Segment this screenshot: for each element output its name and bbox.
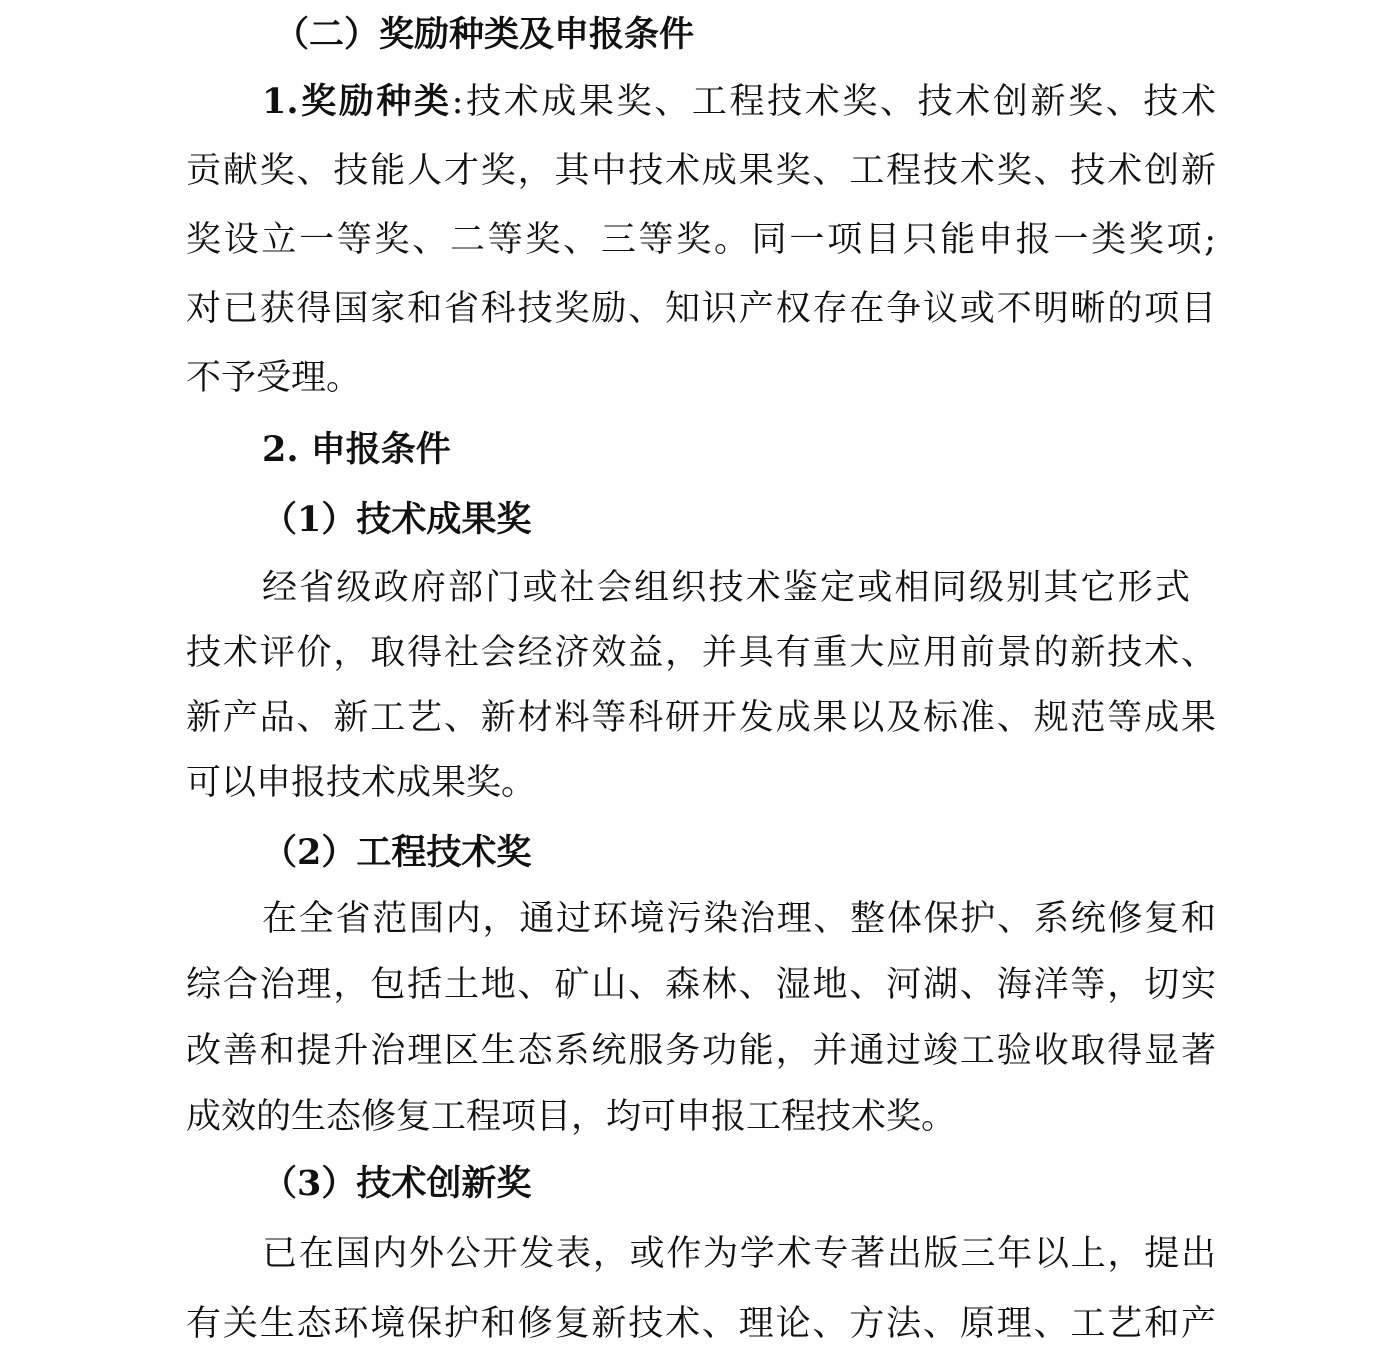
award-heading: （2）工程技术奖 <box>262 832 532 873</box>
paragraph-line: 有关生态环境保护和修复新技术、理论、方法、原理、工艺和产 <box>186 1304 1216 1344</box>
subsection-heading: 2. 申报条件 <box>262 429 451 470</box>
award-heading: （1）技术成果奖 <box>262 499 532 540</box>
paragraph-line <box>262 67 1216 137</box>
paragraph-line: 经省级政府部门或社会组织技术鉴定或相同级别其它形式 <box>262 568 1190 608</box>
paragraph-line: 在全省范围内，通过环境污染治理、整体保护、系统修复和 <box>262 899 1216 939</box>
paragraph-line: 技术评价，取得社会经济效益，并具有重大应用前景的新技术、 <box>186 633 1216 673</box>
item-text: 技术成果奖、工程技术奖、技术创新奖、技术 <box>463 82 1216 122</box>
paragraph-line: 综合治理，包括土地、矿山、森林、湿地、河湖、海洋等，切实 <box>186 965 1216 1005</box>
paragraph-line: 可以申报技术成果奖。 <box>186 763 537 803</box>
paragraph-line: 改善和提升治理区生态系统服务功能，并通过竣工验收取得显著 <box>186 1031 1216 1071</box>
paragraph-line: 新产品、新工艺、新材料等科研开发成果以及标准、规范等成果 <box>186 698 1216 738</box>
section-heading: （二）奖励种类及申报条件 <box>274 14 695 55</box>
paragraph-line: 贡献奖、技能人才奖，其中技术成果奖、工程技术奖、技术创新 <box>186 151 1216 191</box>
paragraph-line: 成效的生态修复工程项目，均可申报工程技术奖。 <box>186 1097 957 1137</box>
item-label: 1.奖励种类 <box>262 81 452 122</box>
paragraph-line: 对已获得国家和省科技奖励、知识产权存在争议或不明晰的项目 <box>186 289 1216 329</box>
award-heading: （3）技术创新奖 <box>262 1163 532 1204</box>
paragraph-line: 奖设立一等奖、二等奖、三等奖。同一项目只能申报一类奖项; <box>186 220 1216 260</box>
item-colon: : <box>451 82 464 122</box>
paragraph-line: 不予受理。 <box>186 358 362 398</box>
paragraph-line: 已在国内外公开发表，或作为学术专著出版三年以上，提出 <box>262 1234 1216 1274</box>
